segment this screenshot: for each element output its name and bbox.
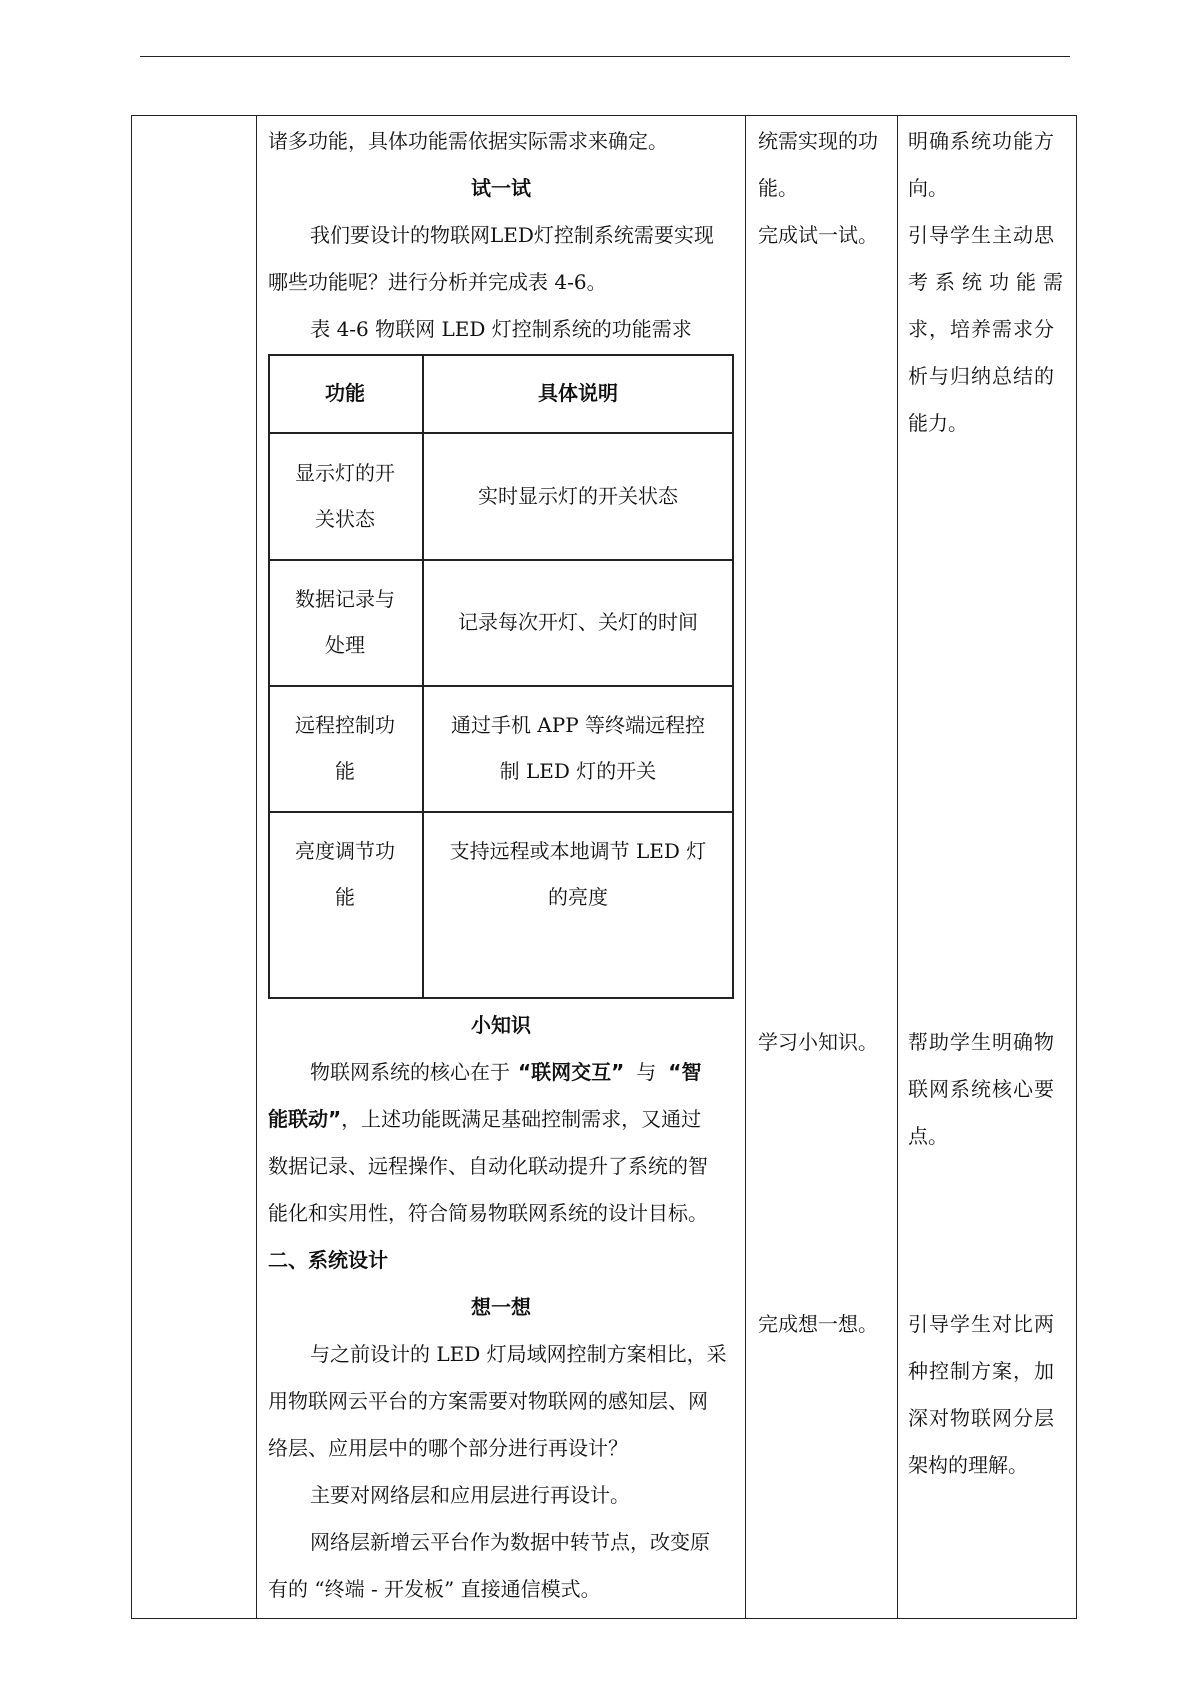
intent-line: 深对物联网分层 <box>908 1406 1055 1430</box>
paragraph-line: 与之前设计的 LED 灯局域网控制方案相比，采 <box>310 1342 727 1366</box>
activity-line: 完成想一想。 <box>758 1312 878 1336</box>
intent-line: 架构的理解。 <box>908 1453 1028 1477</box>
table-cell: 通过手机 APP 等终端远程控 制 LED 灯的开关 <box>450 713 706 783</box>
column-divider <box>897 115 898 1619</box>
paragraph-line: 主要对网络层和应用层进行再设计。 <box>310 1483 630 1507</box>
table-caption: 表 4-6 物联网 LED 灯控制系统的功能需求 <box>310 317 692 341</box>
column-divider <box>745 115 746 1619</box>
paragraph-line: 能化和实用性，符合简易物联网系统的设计目标。 <box>268 1201 708 1225</box>
paragraph-line: 有的 “终端 - 开发板” 直接通信模式。 <box>268 1577 601 1601</box>
intent-line: 联网系统核心要 <box>908 1077 1055 1101</box>
section-heading-think: 想一想 <box>471 1295 531 1319</box>
intent-line: 向。 <box>908 176 948 200</box>
intent-line: 析与归纳总结的 <box>908 364 1055 388</box>
intent-line: 种控制方案，加 <box>908 1359 1055 1383</box>
intent-line: 明确系统功能方 <box>908 129 1055 153</box>
table-row: 显示灯的开 关状态 <box>295 460 395 531</box>
activity-line: 学习小知识。 <box>758 1030 878 1054</box>
table-cell: 实时显示灯的开关状态 <box>478 483 678 508</box>
intent-line: 求，培养需求分 <box>908 317 1055 341</box>
table-header-cell: 具体说明 <box>538 381 618 405</box>
activity-line: 能。 <box>758 176 798 200</box>
section-heading-design: 二、系统设计 <box>268 1248 388 1272</box>
section-heading-try: 试一试 <box>471 176 531 200</box>
paragraph-line: 网络层新增云平台作为数据中转节点，改变原 <box>310 1530 710 1554</box>
table-row: 亮度调节功 能 <box>295 839 395 909</box>
paragraph-line: 我们要设计的物联网LED灯控制系统需要实现 <box>310 223 714 247</box>
intent-line: 考系统功能需 <box>908 270 1070 294</box>
paragraph-line: 哪些功能呢？进行分析并完成表 4-6。 <box>268 270 607 294</box>
paragraph-line: 用物联网云平台的方案需要对物联网的感知层、网 <box>268 1389 708 1413</box>
paragraph-line: 能联动”，上述功能既满足基础控制需求，又通过 <box>268 1107 702 1131</box>
column-divider <box>256 115 257 1619</box>
table-cell: 记录每次开灯、关灯的时间 <box>458 610 698 634</box>
paragraph-line: 络层、应用层中的哪个部分进行再设计？ <box>268 1436 628 1460</box>
table-row: 数据记录与 处理 <box>295 587 395 657</box>
paragraph-line: 数据记录、远程操作、自动化联动提升了系统的智 <box>268 1154 708 1178</box>
section-heading-tip: 小知识 <box>471 1013 531 1037</box>
intent-line: 能力。 <box>908 411 968 435</box>
table-header-cell: 功能 <box>325 381 365 405</box>
table-cell: 支持远程或本地调节 LED 灯 的亮度 <box>449 839 707 909</box>
table-row: 远程控制功 能 <box>295 713 395 783</box>
paragraph-line: 诸多功能，具体功能需依据实际需求来确定。 <box>268 129 668 153</box>
intent-line: 点。 <box>908 1124 948 1148</box>
header-rule <box>140 56 1070 57</box>
activity-line: 统需实现的功 <box>758 129 878 153</box>
intent-line: 引导学生对比两 <box>908 1312 1055 1336</box>
activity-line: 完成试一试。 <box>758 223 878 247</box>
intent-line: 引导学生主动思 <box>908 223 1055 247</box>
paragraph-line: 物联网系统的核心在于 “联网交互” 与 “智 <box>310 1060 702 1084</box>
intent-line: 帮助学生明确物 <box>908 1030 1055 1054</box>
